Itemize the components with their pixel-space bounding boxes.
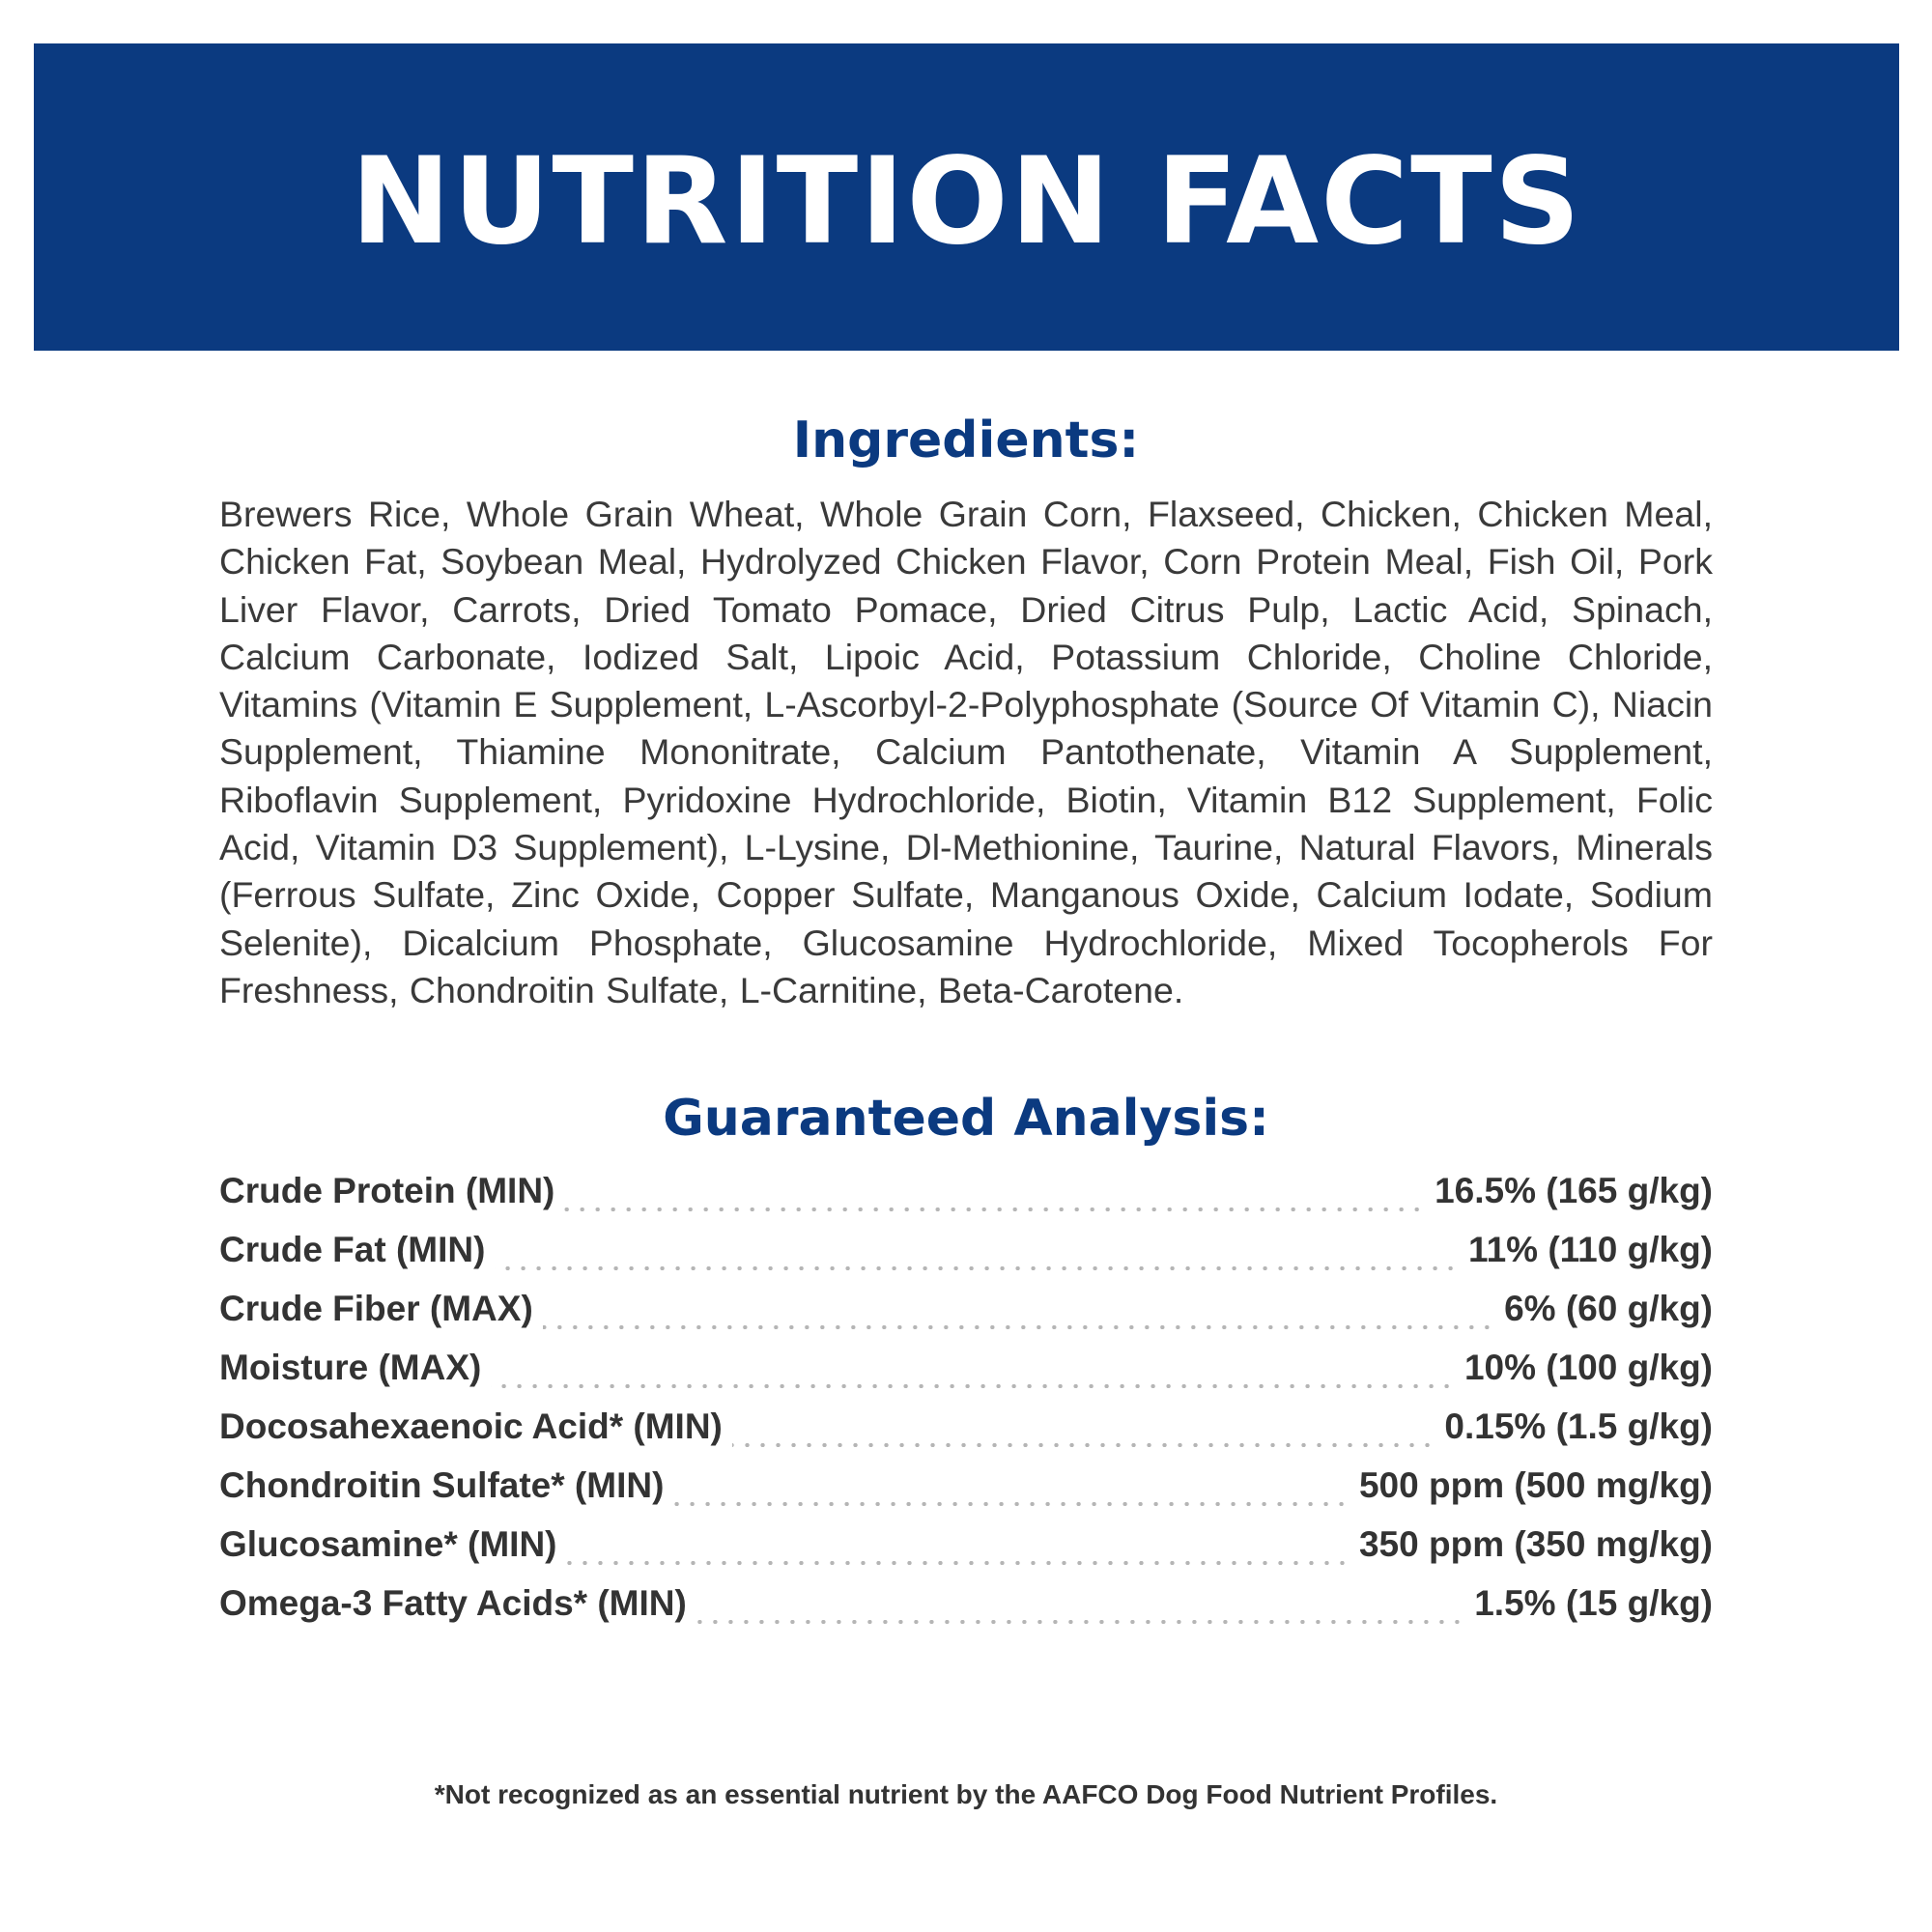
analysis-row-crude-fat — [219, 1230, 1713, 1289]
analysis-row-moisture — [219, 1348, 1713, 1406]
analysis-label: Glucosamine* (MIN) — [219, 1524, 557, 1565]
guaranteed-analysis-list — [219, 1171, 1713, 1642]
dot-leader — [567, 1561, 1350, 1565]
ingredients-heading: Ingredients: — [792, 412, 1140, 469]
analysis-label: Moisture (MAX) — [219, 1348, 482, 1388]
analysis-label: Chondroitin Sulfate* (MIN) — [219, 1465, 665, 1506]
dot-leader — [696, 1620, 1464, 1624]
analysis-value: 10% (100 g/kg) — [1463, 1348, 1713, 1388]
analysis-row-crude-fiber — [219, 1289, 1713, 1348]
analysis-value: 1.5% (15 g/kg) — [1474, 1583, 1713, 1624]
analysis-row-omega-3 — [219, 1583, 1713, 1642]
main-content — [219, 406, 1713, 1642]
analysis-row-glucosamine — [219, 1524, 1713, 1583]
analysis-value: 16.5% (165 g/kg) — [1435, 1171, 1713, 1211]
analysis-value: 0.15% (1.5 g/kg) — [1444, 1406, 1713, 1447]
analysis-row-crude-protein — [219, 1171, 1713, 1230]
ingredients-text: Brewers Rice, Whole Grain Wheat, Whole Grain Corn, Flaxseed, Chicken, Chicken Meal, Chicken Fat, Soybean Meal, Hydrolyzed Chicken Flavor, Corn Protein Meal, Fish Oil, Pork Liver Flavor, Carrots, Dried Tomato Pomace, Dried Citrus Pulp, Lactic Acid, Spinach, Calcium Carbonate, Iodized Salt, Lipoic Acid, Potassium Chloride, Choline Chloride, Vitamins (Vitamin E Supplement, L-Ascorbyl-2-Polyphosphate (Source Of Vitamin C), Niacin Supplement, Thiamine Mononitrate, Calcium Pantothenate, Vitamin A Supplement, Riboflavin Supplement, Pyridoxine Hydrochloride, Biotin, Vitamin B12 Supplement, Folic Acid, Vitamin D3 Supplement), L-Lysine, Dl-Methionine, Taurine, Natural Flavors, Minerals (Ferrous Sulfate, Zinc Oxide, Copper Sulfate, Manganous Oxide, Calcium Iodate, Sodium Selenite), Dicalcium Phosphate, Glucosamine Hydrochloride, Mixed Tocopherols For Freshness, Chondroitin Sulfate, L-Carnitine, Beta-Carotene. — [219, 494, 1713, 1010]
analysis-value: 500 ppm (500 mg/kg) — [1358, 1465, 1713, 1506]
dot-leader — [491, 1384, 1455, 1388]
page-title: NUTRITION FACTS — [350, 132, 1583, 271]
dot-leader — [732, 1443, 1435, 1447]
analysis-value: 6% (60 g/kg) — [1504, 1289, 1713, 1329]
analysis-label: Crude Protein (MIN) — [219, 1171, 555, 1211]
dot-leader — [673, 1502, 1350, 1506]
analysis-label: Docosahexaenoic Acid* (MIN) — [219, 1406, 723, 1447]
guaranteed-analysis-heading: Guaranteed Analysis: — [663, 1090, 1269, 1149]
analysis-value: 11% (110 g/kg) — [1468, 1230, 1713, 1270]
analysis-label: Omega-3 Fatty Acids* (MIN) — [219, 1583, 687, 1624]
title-banner — [34, 43, 1899, 351]
dot-leader — [495, 1266, 1459, 1270]
footnote: *Not recognized as an essential nutrient by the AAFCO Dog Food Nutrient Profiles. — [434, 1779, 1498, 1809]
dot-leader — [543, 1325, 1494, 1329]
analysis-row-chondroitin-sulfate — [219, 1465, 1713, 1524]
analysis-label: Crude Fiber (MAX) — [219, 1289, 533, 1329]
analysis-label: Crude Fat (MIN) — [219, 1230, 486, 1270]
analysis-value: 350 ppm (350 mg/kg) — [1358, 1524, 1713, 1565]
dot-leader — [564, 1208, 1425, 1211]
analysis-row-docosahexaenoic-acid — [219, 1406, 1713, 1465]
